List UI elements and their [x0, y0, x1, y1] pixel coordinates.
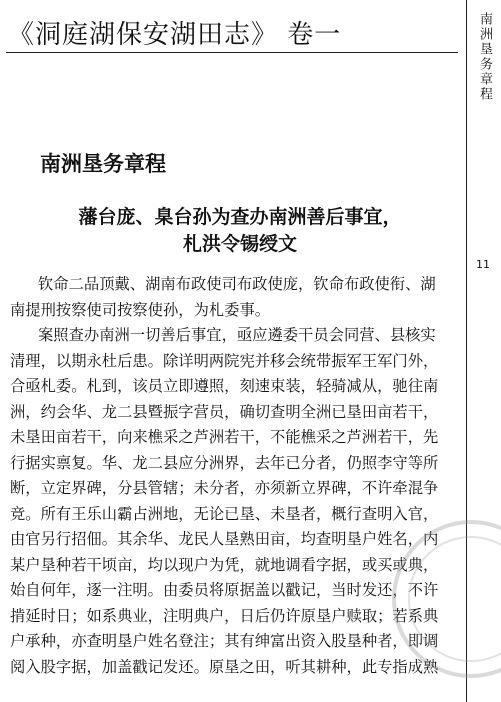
body-line: 钦命二品顶戴、湖南布政使司布政使庞，钦命布政使衔、湖 [38, 275, 436, 293]
body-line: 案照查办南洲一切善后事宜，亟应遴委干员会同营、县核实 [38, 326, 436, 344]
body-line: 始自何年，逐一注明。由委员将原据盖以戳记，当时发还，不许 [10, 581, 439, 599]
body-line: 清理，以期永杜后患。除详明两院宪并移会统带振军王军门外， [10, 351, 439, 370]
body-line: 阅入股字据，加盖戳记发还。原垦之田，听其耕种，此专指成熟 [10, 657, 439, 676]
body-line: 掯延时日；如系典业，注明典户，日后仍许原垦户赎取；若系典 [10, 606, 439, 625]
side-rule [466, 0, 467, 702]
document-title-line-2: 札洪令锡绶文 [182, 233, 297, 255]
side-section-title: 南洲垦务章程 [477, 12, 492, 102]
body-line: 由官另行招佃。其余华、龙民人垦熟田亩，均查明垦户姓名，内 [10, 530, 439, 548]
body-line: 竞。所有王乐山霸占洲地，无论已垦、未垦者，概行查明入官， [10, 504, 439, 523]
body-line: 户承种，亦查明垦户姓名登注；其有绅富出资入股垦种者，即调 [10, 632, 439, 650]
page-number: 11 [476, 258, 490, 271]
body-line: 南提刑按察使司按察使孙，为札委事。 [10, 300, 271, 319]
body-line: 未垦田亩若干，向来樵采之芦洲若干，不能樵采之芦洲若干，先 [10, 428, 439, 446]
body-line: 洲，约会华、龙二县暨振字营员，确切查明全洲已垦田亩若干， [10, 402, 439, 421]
body-line: 合亟札委。札到，该员立即遵照，刻速束装，轻骑减从，驰往南 [10, 377, 439, 395]
running-head: 《洞庭湖保安湖田志》 卷一 [8, 20, 342, 50]
header-rule [6, 52, 458, 53]
document-title-line-1: 藩台庞、臬台孙为查办南洲善后事宜， [78, 206, 402, 228]
body-line: 某户垦种若干顷亩，均以现户为凭，就地调看字据，或买或典， [10, 555, 439, 574]
chapter-title: 南洲垦务章程 [40, 152, 166, 176]
body-line: 断，立定界碑，分县管辖；未分者，亦须新立界碑，不许牵混争 [10, 479, 439, 497]
body-text [10, 272, 460, 680]
body-line: 行据实禀复。华、龙二县应分洲界，去年已分者，仍照李守等所 [10, 453, 439, 472]
